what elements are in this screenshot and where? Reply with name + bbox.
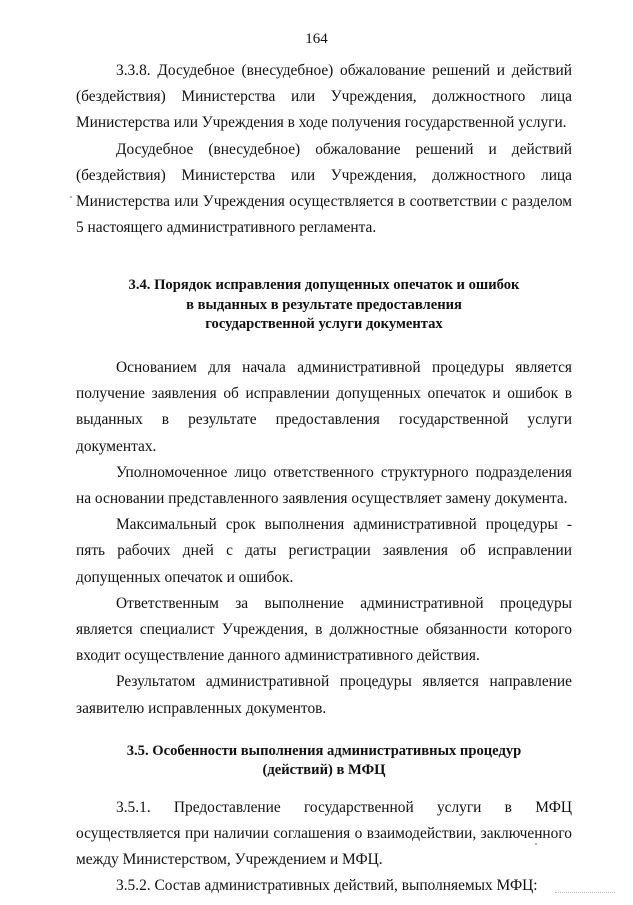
heading-line: 3.5. Особенности выполнения административных процедур [126, 742, 522, 759]
heading-line: 3.4. Порядок исправления допущенных опечаток и ошибок [128, 277, 520, 294]
spacer [76, 335, 572, 355]
section-heading-3-5 [76, 742, 572, 781]
page-body [76, 58, 572, 900]
paragraph: Уполномоченное лицо ответственного структурного подразделения на основании представленного заявления осуществляет замену документа. [76, 463, 572, 507]
spacer [76, 722, 572, 742]
paragraph-3-3-8-title: 3.3.8. Досудебное (внесудебное) обжалование решений и действий (бездействия) Министерства или Учреждения, должностного лица Министерства или Учреждения в ходе получения государственной услуги. [76, 62, 572, 132]
paragraph: Максимальный срок выполнения административной процедуры - пять рабочих дней с даты регистрации заявления об исправлении допущенных опечаток и ошибок. [76, 516, 572, 586]
spacer [76, 781, 572, 795]
section-heading-3-4 [76, 276, 572, 335]
scan-edge-mark [555, 892, 615, 893]
paragraph: Основанием для начала административной процедуры является получение заявления об исправлении допущенных опечаток и ошибок в выданных в результате предоставления государственной услуги документах. [76, 358, 572, 455]
page-number: 164 [305, 31, 328, 47]
heading-line: в выданных в результате предоставления [186, 296, 462, 313]
paragraph: Ответственным за выполнение административной процедуры является специалист Учреждения, в должностные обязанности которого входит осуществление данного административного действия. [76, 594, 572, 665]
paragraph: 3.5.1. Предоставление государственной услуги в МФЦ осуществляется при наличии соглашения о взаимодействии, заключенного между Министерством, Учреждением и МФЦ. [76, 798, 572, 869]
paragraph-3-3-8-body: Досудебное (внесудебное) обжалование решений и действий (бездействия) Министерства или Учреждения, должностного лица Министерства или Учреждения осуществляется в соответствии с разделом 5 настоящего административного регламента. [76, 140, 572, 237]
spacer [76, 241, 572, 276]
heading-line: (действий) в МФЦ [262, 762, 386, 779]
scan-speck [535, 843, 537, 845]
scan-speck [70, 196, 72, 198]
heading-line: государственной услуги документах [205, 316, 443, 333]
paragraph: 3.5.2. Состав административных действий, выполняемых МФЦ: [116, 877, 538, 895]
paragraph: Результатом административной процедуры является направление заявителю исправленных документов. [76, 673, 572, 717]
